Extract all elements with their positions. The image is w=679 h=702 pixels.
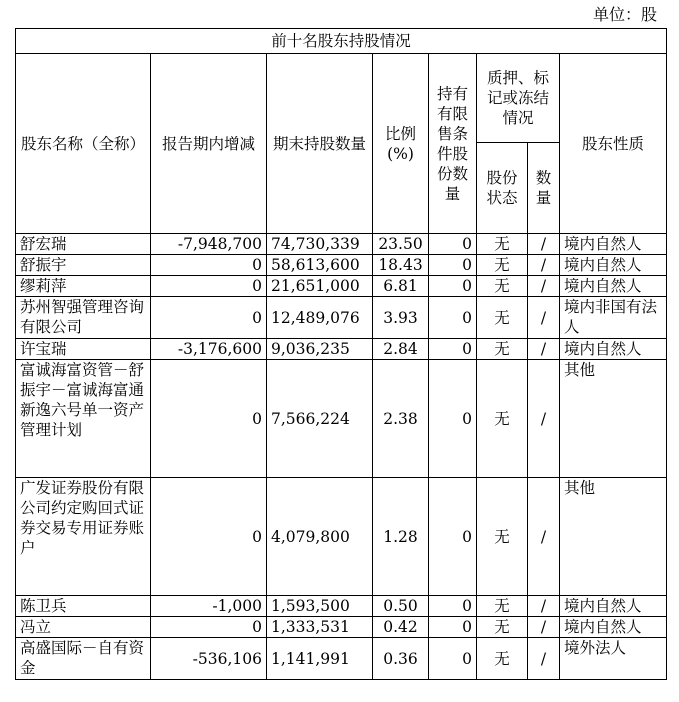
table-title: 前十名股东持股情况: [16, 29, 667, 54]
row-nature: 境内自然人: [560, 234, 667, 255]
row-restricted: 0: [429, 617, 477, 638]
row-nature: 境内自然人: [560, 276, 667, 297]
row-restricted: 0: [429, 234, 477, 255]
header-shares: 期末持股数量: [267, 54, 373, 234]
row-change: 0: [151, 276, 267, 297]
table-row: [16, 255, 667, 276]
row-pledge-qty: /: [528, 596, 560, 617]
row-pledge-status: 无: [477, 255, 528, 276]
row-ratio: 23.50: [373, 234, 429, 255]
row-change: -3,176,600: [151, 339, 267, 360]
row-name: 陈卫兵: [16, 596, 151, 617]
table-row: [16, 234, 667, 255]
row-ratio: 0.50: [373, 596, 429, 617]
row-ratio: 2.84: [373, 339, 429, 360]
row-restricted: 0: [429, 638, 477, 680]
row-change: 0: [151, 255, 267, 276]
row-shares: 1,333,531: [267, 617, 373, 638]
row-name: 舒振宇: [16, 255, 151, 276]
table-row: [16, 339, 667, 360]
row-pledge-status: 无: [477, 234, 528, 255]
table-row: [16, 297, 667, 339]
row-pledge-qty: /: [528, 617, 560, 638]
row-nature: 其他: [560, 360, 667, 478]
row-ratio: 3.93: [373, 297, 429, 339]
row-restricted: 0: [429, 339, 477, 360]
row-name: 舒宏瑞: [16, 234, 151, 255]
row-name: 冯立: [16, 617, 151, 638]
row-nature: 境内自然人: [560, 617, 667, 638]
row-change: 0: [151, 297, 267, 339]
header-nature: 股东性质: [560, 54, 667, 234]
header-name: 股东名称（全称）: [16, 54, 151, 234]
row-shares: 1,141,991: [267, 638, 373, 680]
row-change: 0: [151, 360, 267, 478]
row-ratio: 2.38: [373, 360, 429, 478]
row-name: 缪莉萍: [16, 276, 151, 297]
row-pledge-status: 无: [477, 339, 528, 360]
row-pledge-qty: /: [528, 255, 560, 276]
row-nature: 境外法人: [560, 638, 667, 680]
header-pledge-status: 股份状态: [477, 143, 528, 234]
row-change: -7,948,700: [151, 234, 267, 255]
row-restricted: 0: [429, 255, 477, 276]
unit-label: 单位：股: [592, 5, 657, 24]
row-shares: 9,036,235: [267, 339, 373, 360]
header-pledge-qty: 数量: [528, 143, 560, 234]
row-shares: 1,593,500: [267, 596, 373, 617]
row-nature: 境内自然人: [560, 339, 667, 360]
row-name: 富诚海富资管－舒振宇－富诚海富通新逸六号单一资产管理计划: [16, 360, 151, 478]
row-change: 0: [151, 478, 267, 596]
row-shares: 21,651,000: [267, 276, 373, 297]
row-pledge-qty: /: [528, 360, 560, 478]
row-name: 广发证券股份有限公司约定购回式证券交易专用证券账户: [16, 478, 151, 596]
row-ratio: 6.81: [373, 276, 429, 297]
row-shares: 12,489,076: [267, 297, 373, 339]
row-ratio: 1.28: [373, 478, 429, 596]
row-shares: 58,613,600: [267, 255, 373, 276]
row-restricted: 0: [429, 360, 477, 478]
row-name: 苏州智强管理咨询有限公司: [16, 297, 151, 339]
row-nature: 境内自然人: [560, 255, 667, 276]
row-restricted: 0: [429, 478, 477, 596]
row-pledge-status: 无: [477, 360, 528, 478]
row-pledge-status: 无: [477, 297, 528, 339]
row-restricted: 0: [429, 276, 477, 297]
row-change: -536,106: [151, 638, 267, 680]
row-name: 许宝瑞: [16, 339, 151, 360]
row-restricted: 0: [429, 297, 477, 339]
row-pledge-qty: /: [528, 339, 560, 360]
row-pledge-qty: /: [528, 234, 560, 255]
row-shares: 7,566,224: [267, 360, 373, 478]
row-shares: 4,079,800: [267, 478, 373, 596]
header-change: 报告期内增减: [151, 54, 267, 234]
row-shares: 74,730,339: [267, 234, 373, 255]
row-change: -1,000: [151, 596, 267, 617]
row-pledge-status: 无: [477, 478, 528, 596]
row-pledge-qty: /: [528, 478, 560, 596]
row-ratio: 0.42: [373, 617, 429, 638]
row-name: 高盛国际－自有资金: [16, 638, 151, 680]
table-row: [16, 596, 667, 617]
header-restricted: 持有有限售条件股份数量: [429, 54, 477, 234]
header-ratio: 比例(%): [373, 54, 429, 234]
row-nature: 其他: [560, 478, 667, 596]
row-change: 0: [151, 617, 267, 638]
row-nature: 境内自然人: [560, 596, 667, 617]
row-pledge-status: 无: [477, 596, 528, 617]
table-row: [16, 617, 667, 638]
row-pledge-status: 无: [477, 638, 528, 680]
row-pledge-qty: /: [528, 638, 560, 680]
table-row: [16, 360, 667, 478]
table-row: [16, 478, 667, 596]
table-row: [16, 638, 667, 680]
row-restricted: 0: [429, 596, 477, 617]
row-ratio: 18.43: [373, 255, 429, 276]
row-nature: 境内非国有法人: [560, 297, 667, 339]
row-pledge-status: 无: [477, 276, 528, 297]
top-ten-shareholders-table: [15, 28, 667, 680]
row-pledge-qty: /: [528, 276, 560, 297]
table-row: [16, 276, 667, 297]
row-pledge-status: 无: [477, 617, 528, 638]
row-ratio: 0.36: [373, 638, 429, 680]
row-pledge-qty: /: [528, 297, 560, 339]
header-pledge-group: 质押、标记或冻结情况: [477, 54, 560, 143]
